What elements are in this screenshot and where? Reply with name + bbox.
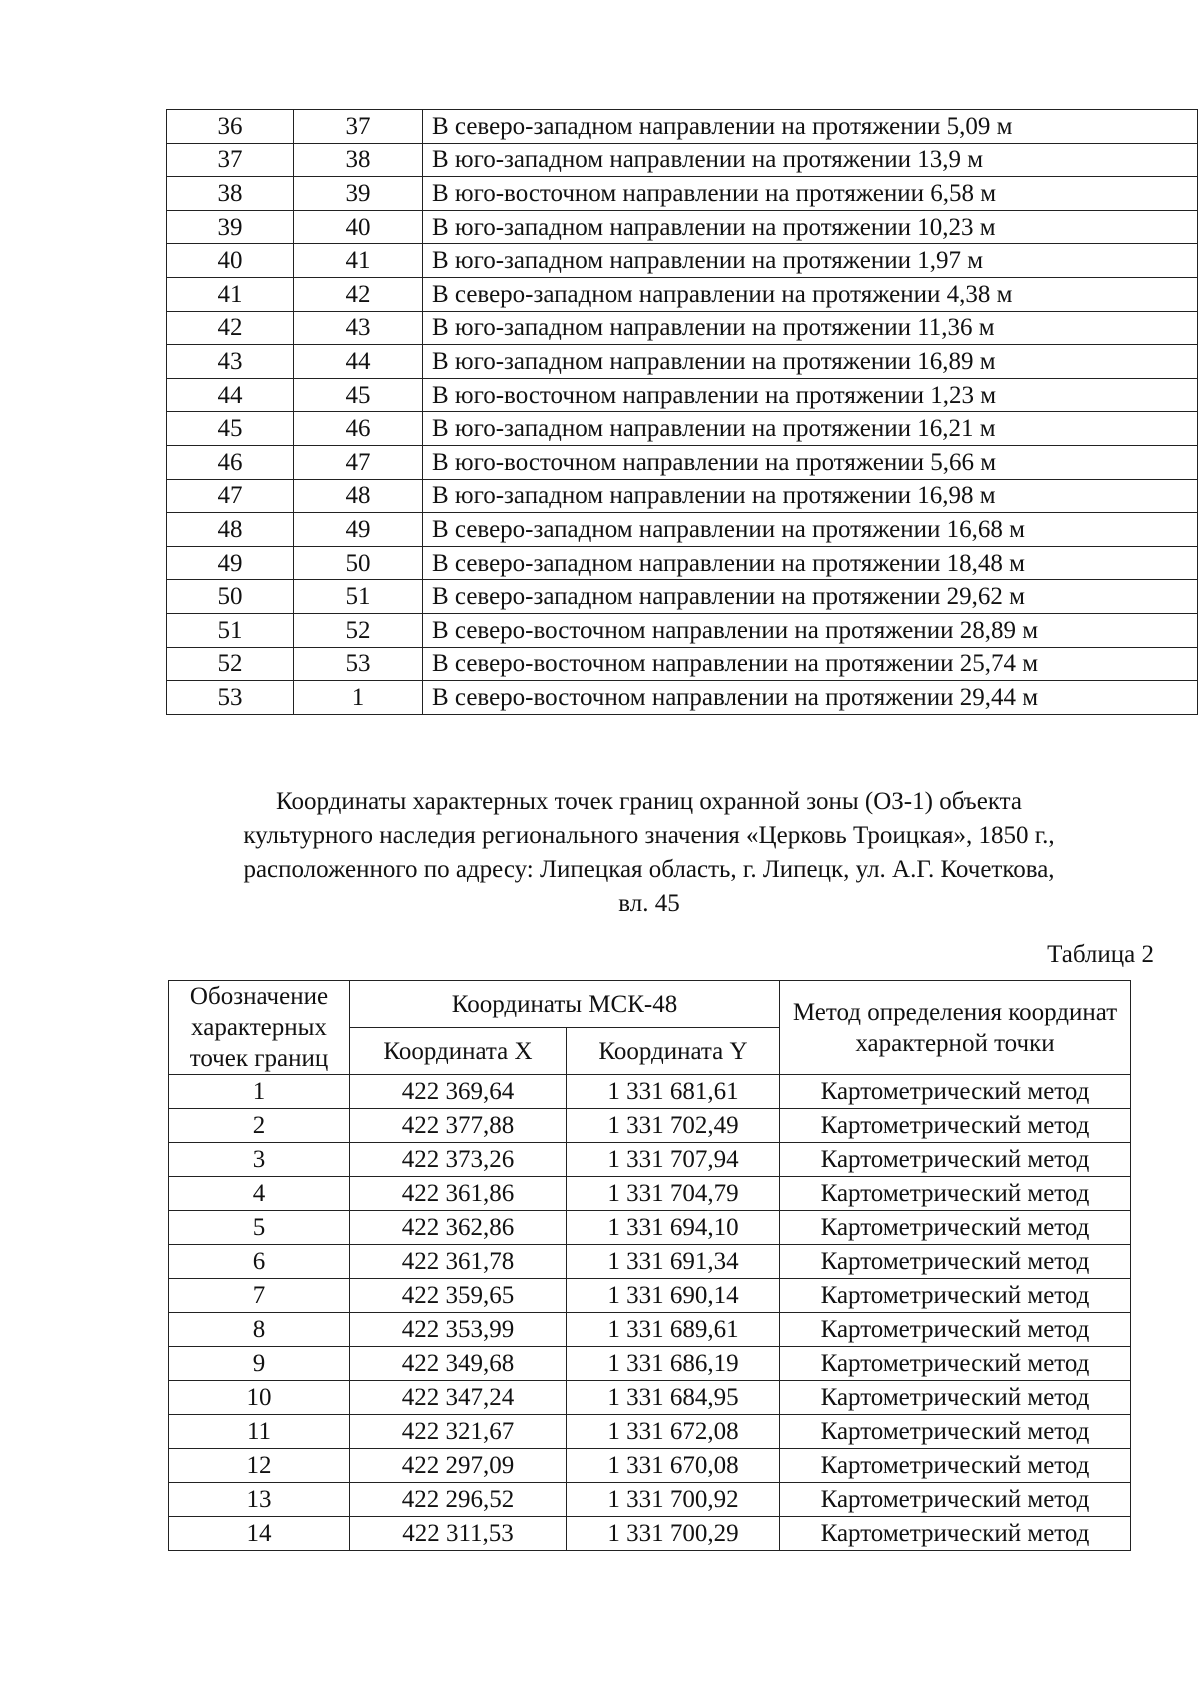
table-row [169, 1381, 1131, 1415]
segment-description-cell: В северо-западном направлении на протяжении 4,38 м [423, 277, 1198, 311]
segment-description-cell: В северо-западном направлении на протяжении 16,68 м [423, 513, 1198, 547]
segment-to-cell: 37 [294, 110, 423, 144]
segment-description-cell: В юго-западном направлении на протяжении 16,89 м [423, 345, 1198, 379]
segment-to-cell: 42 [294, 277, 423, 311]
table-row [167, 210, 1198, 244]
table-row [167, 345, 1198, 379]
table-row [167, 143, 1198, 177]
coordinate-y-cell: 1 331 684,95 [567, 1381, 780, 1415]
table-row [167, 647, 1198, 681]
segment-description-cell: В северо-восточном направлении на протяжении 28,89 м [423, 613, 1198, 647]
segment-to-cell: 40 [294, 210, 423, 244]
segment-description-cell: В юго-западном направлении на протяжении 11,36 м [423, 311, 1198, 345]
coordinate-x-cell: 422 361,78 [350, 1245, 567, 1279]
coordinate-x-cell: 422 361,86 [350, 1177, 567, 1211]
heading-line: культурного наследия регионального значения «Церковь Троицкая», 1850 г., [243, 822, 1055, 849]
segment-to-cell: 51 [294, 580, 423, 614]
table-row [167, 277, 1198, 311]
coordinates-table-body [169, 1075, 1131, 1551]
table-row [169, 1075, 1131, 1109]
coordinate-x-cell: 422 347,24 [350, 1381, 567, 1415]
segment-from-cell: 47 [167, 479, 294, 513]
coordinate-y-cell: 1 331 689,61 [567, 1313, 780, 1347]
segment-from-cell: 49 [167, 546, 294, 580]
segment-from-cell: 41 [167, 277, 294, 311]
segment-to-cell: 39 [294, 177, 423, 211]
segment-from-cell: 45 [167, 412, 294, 446]
method-cell: Картометрический метод [780, 1415, 1131, 1449]
segment-description-cell: В юго-западном направлении на протяжении 13,9 м [423, 143, 1198, 177]
segment-from-cell: 39 [167, 210, 294, 244]
segment-to-cell: 48 [294, 479, 423, 513]
method-cell: Картометрический метод [780, 1075, 1131, 1109]
coordinate-x-cell: 422 321,67 [350, 1415, 567, 1449]
segment-from-cell: 36 [167, 110, 294, 144]
table-row [169, 1415, 1131, 1449]
segment-from-cell: 40 [167, 244, 294, 278]
segment-from-cell: 43 [167, 345, 294, 379]
segment-description-cell: В юго-восточном направлении на протяжении 6,58 м [423, 177, 1198, 211]
coordinate-y-cell: 1 331 700,92 [567, 1483, 780, 1517]
method-cell: Картометрический метод [780, 1143, 1131, 1177]
coordinate-y-cell: 1 331 672,08 [567, 1415, 780, 1449]
section-heading [160, 785, 1138, 921]
coordinate-x-cell: 422 349,68 [350, 1347, 567, 1381]
header-row [169, 981, 1131, 1028]
table-row [167, 513, 1198, 547]
coordinate-y-cell: 1 331 694,10 [567, 1211, 780, 1245]
table-row [169, 1211, 1131, 1245]
point-cell: 10 [169, 1381, 350, 1415]
coordinate-y-cell: 1 331 686,19 [567, 1347, 780, 1381]
segment-description-cell: В юго-западном направлении на протяжении 1,97 м [423, 244, 1198, 278]
segment-to-cell: 46 [294, 412, 423, 446]
coordinate-x-cell: 422 377,88 [350, 1109, 567, 1143]
segment-to-cell: 50 [294, 546, 423, 580]
segment-from-cell: 51 [167, 613, 294, 647]
point-cell: 7 [169, 1279, 350, 1313]
table-row [167, 479, 1198, 513]
method-cell: Картометрический метод [780, 1449, 1131, 1483]
segment-to-cell: 44 [294, 345, 423, 379]
coordinate-x-cell: 422 311,53 [350, 1517, 567, 1551]
table-row [169, 1483, 1131, 1517]
coordinates-table [168, 980, 1131, 1551]
segment-from-cell: 38 [167, 177, 294, 211]
segment-to-cell: 41 [294, 244, 423, 278]
header-point: Обозначение характерных точек границ [169, 981, 350, 1075]
method-cell: Картометрический метод [780, 1109, 1131, 1143]
coordinate-x-cell: 422 296,52 [350, 1483, 567, 1517]
table-row [167, 546, 1198, 580]
coordinate-x-cell: 422 359,65 [350, 1279, 567, 1313]
segment-description-cell: В северо-восточном направлении на протяжении 29,44 м [423, 681, 1198, 715]
segment-from-cell: 50 [167, 580, 294, 614]
method-cell: Картометрический метод [780, 1313, 1131, 1347]
table-row [167, 110, 1198, 144]
method-cell: Картометрический метод [780, 1177, 1131, 1211]
point-cell: 1 [169, 1075, 350, 1109]
method-cell: Картометрический метод [780, 1347, 1131, 1381]
heading-line: Координаты характерных точек границ охранной зоны (ОЗ-1) объекта [276, 788, 1022, 815]
header-coordinates: Координаты МСК-48 [350, 981, 780, 1028]
coordinate-y-cell: 1 331 670,08 [567, 1449, 780, 1483]
point-cell: 13 [169, 1483, 350, 1517]
point-cell: 12 [169, 1449, 350, 1483]
segment-description-cell: В северо-восточном направлении на протяжении 25,74 м [423, 647, 1198, 681]
heading-line: вл. 45 [618, 890, 680, 917]
segment-description-cell: В северо-западном направлении на протяжении 18,48 м [423, 546, 1198, 580]
coordinate-x-cell: 422 362,86 [350, 1211, 567, 1245]
segment-description-cell: В юго-западном направлении на протяжении 10,23 м [423, 210, 1198, 244]
table-row [169, 1313, 1131, 1347]
segment-to-cell: 1 [294, 681, 423, 715]
method-cell: Картометрический метод [780, 1211, 1131, 1245]
table-row [169, 1143, 1131, 1177]
heading-line: расположенного по адресу: Липецкая область, г. Липецк, ул. А.Г. Кочеткова, [243, 856, 1055, 883]
point-cell: 5 [169, 1211, 350, 1245]
point-cell: 3 [169, 1143, 350, 1177]
point-cell: 4 [169, 1177, 350, 1211]
coordinate-y-cell: 1 331 702,49 [567, 1109, 780, 1143]
table-row [167, 244, 1198, 278]
segment-from-cell: 42 [167, 311, 294, 345]
coordinates-table-header [169, 981, 1131, 1075]
segment-to-cell: 45 [294, 378, 423, 412]
table-row [169, 1279, 1131, 1313]
table-row [169, 1245, 1131, 1279]
segment-from-cell: 37 [167, 143, 294, 177]
coordinate-x-cell: 422 297,09 [350, 1449, 567, 1483]
method-cell: Картометрический метод [780, 1517, 1131, 1551]
table-row [169, 1517, 1131, 1551]
header-y: Координата Y [567, 1028, 780, 1075]
coordinate-x-cell: 422 373,26 [350, 1143, 567, 1177]
segment-description-cell: В северо-западном направлении на протяжении 29,62 м [423, 580, 1198, 614]
segment-to-cell: 49 [294, 513, 423, 547]
segment-description-cell: В юго-восточном направлении на протяжении 5,66 м [423, 445, 1198, 479]
segment-from-cell: 52 [167, 647, 294, 681]
segment-description-cell: В юго-восточном направлении на протяжении 1,23 м [423, 378, 1198, 412]
segment-description-cell: В юго-западном направлении на протяжении 16,21 м [423, 412, 1198, 446]
table-row [169, 1177, 1131, 1211]
table-row [169, 1449, 1131, 1483]
table-row [167, 613, 1198, 647]
table-row [167, 445, 1198, 479]
coordinate-y-cell: 1 331 681,61 [567, 1075, 780, 1109]
method-cell: Картометрический метод [780, 1381, 1131, 1415]
segment-description-cell: В северо-западном направлении на протяжении 5,09 м [423, 110, 1198, 144]
segment-from-cell: 46 [167, 445, 294, 479]
segment-to-cell: 43 [294, 311, 423, 345]
header-x: Координата X [350, 1028, 567, 1075]
point-cell: 2 [169, 1109, 350, 1143]
point-cell: 6 [169, 1245, 350, 1279]
coordinate-y-cell: 1 331 707,94 [567, 1143, 780, 1177]
table-row [169, 1109, 1131, 1143]
point-cell: 9 [169, 1347, 350, 1381]
method-cell: Картометрический метод [780, 1483, 1131, 1517]
coordinate-x-cell: 422 369,64 [350, 1075, 567, 1109]
segments-table [166, 109, 1198, 715]
table-label: Таблица 2 [1047, 941, 1154, 968]
table-row [167, 681, 1198, 715]
coordinate-y-cell: 1 331 691,34 [567, 1245, 780, 1279]
segment-from-cell: 44 [167, 378, 294, 412]
method-cell: Картометрический метод [780, 1245, 1131, 1279]
coordinate-y-cell: 1 331 700,29 [567, 1517, 780, 1551]
segment-to-cell: 38 [294, 143, 423, 177]
header-method: Метод определения координат характерной точки [780, 981, 1131, 1075]
segment-description-cell: В юго-западном направлении на протяжении 16,98 м [423, 479, 1198, 513]
table-row [167, 378, 1198, 412]
table-row [167, 177, 1198, 211]
segment-to-cell: 52 [294, 613, 423, 647]
coordinate-x-cell: 422 353,99 [350, 1313, 567, 1347]
segment-to-cell: 47 [294, 445, 423, 479]
table-row [167, 580, 1198, 614]
segment-to-cell: 53 [294, 647, 423, 681]
point-cell: 11 [169, 1415, 350, 1449]
coordinate-y-cell: 1 331 704,79 [567, 1177, 780, 1211]
point-cell: 14 [169, 1517, 350, 1551]
table-row [167, 311, 1198, 345]
method-cell: Картометрический метод [780, 1279, 1131, 1313]
point-cell: 8 [169, 1313, 350, 1347]
segment-from-cell: 53 [167, 681, 294, 715]
segments-table-body [167, 110, 1198, 715]
coordinate-y-cell: 1 331 690,14 [567, 1279, 780, 1313]
segment-from-cell: 48 [167, 513, 294, 547]
table-row [167, 412, 1198, 446]
table-row [169, 1347, 1131, 1381]
